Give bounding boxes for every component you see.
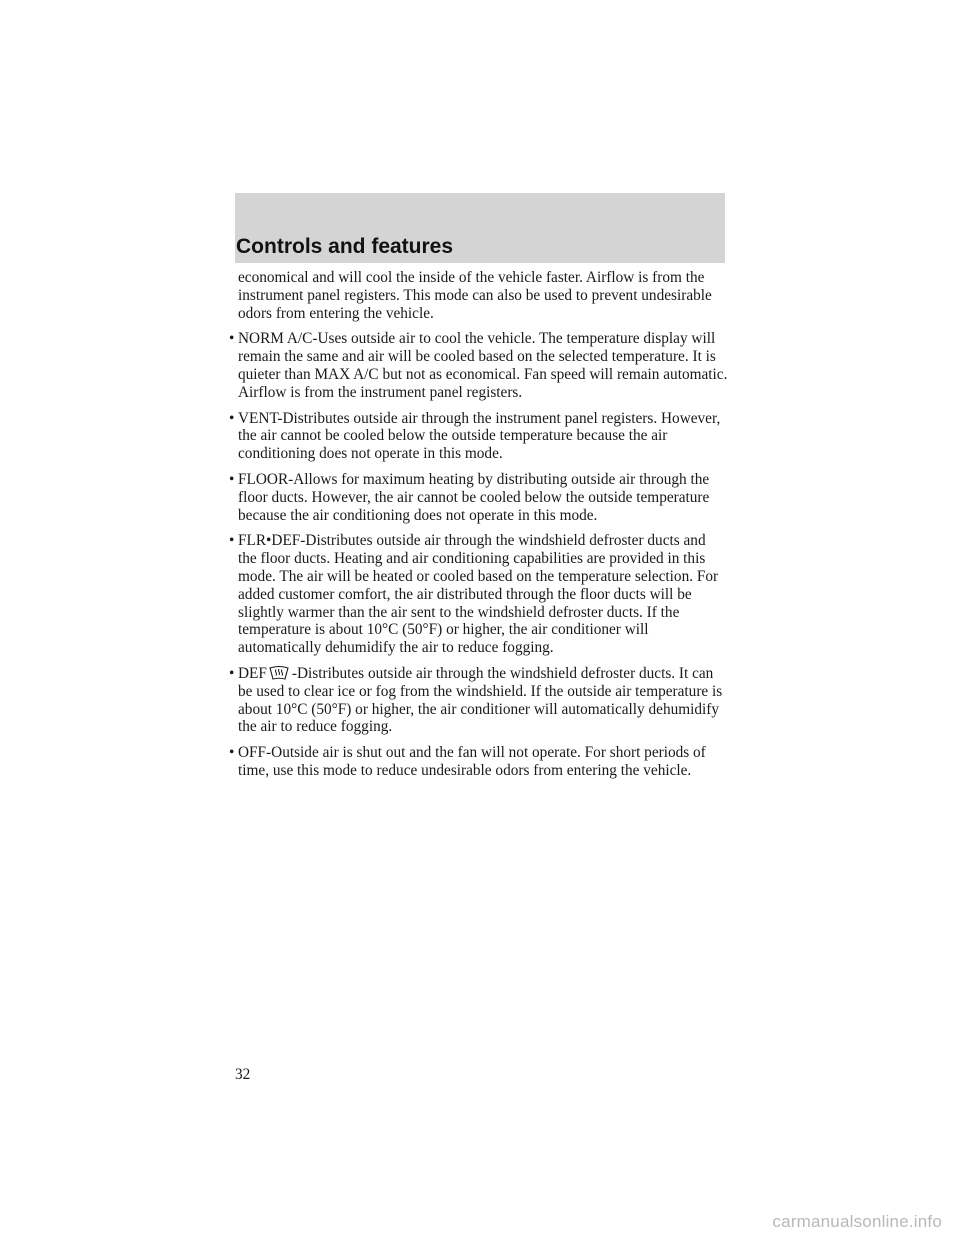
list-item-floor [229, 470, 728, 524]
list-item-def [229, 664, 728, 736]
list-item-norm-ac [229, 330, 728, 401]
list-item-text: OFF-Outside air is shut out and the fan will not operate. For short periods of time, use this mode to reduce undesirable odors from entering the vehicle. [238, 744, 706, 779]
section-title: Controls and features [236, 235, 454, 258]
list-item-vent [229, 409, 728, 463]
bullet: • [229, 744, 235, 762]
list-item-text: FLR•DEF-Distributes outside air through the windshield defroster ducts and the floor ducts. Heating and air conditioning capabilities are provided in this mode. The air will be heated or cooled based on the temperature selection. For added customer comfort, the air distributed through the floor ducts will be slightly warmer than the air sent to the windshield defroster ducts. If the temperature is about 10°C (50°F) or higher, the air conditioner will automatically dehumidify the air to reduce fogging. [238, 532, 719, 657]
list-item-off [229, 744, 728, 780]
bullet: • [229, 664, 235, 682]
watermark-text: carmanualsonline.info [772, 1212, 942, 1231]
manual-body-text [229, 269, 728, 788]
list-item-label: DEF [238, 664, 267, 682]
bullet: • [229, 409, 235, 427]
list-item-text: VENT-Distributes outside air through the instrument panel registers. However, the air cannot be cooled below the outside temperature because the air conditioning does not operate in this mode. [238, 409, 721, 463]
page-number: 32 [235, 1066, 251, 1083]
list-item-text: FLOOR-Allows for maximum heating by distributing outside air through the floor ducts. However, the air cannot be cooled below the outside temperature because the air conditioning does not operate in this mode. [238, 470, 710, 524]
list-item-flr-def [229, 532, 728, 657]
bullet: • [229, 532, 235, 550]
list-item-text: NORM A/C-Uses outside air to cool the vehicle. The temperature display will remain the same and air will be cooled based on the selected temperature. It is quieter than MAX A/C but not as economical. Fan speed will remain automatic. Airflow is from the instrument panel registers. [238, 330, 728, 401]
list-item-text: -Distributes outside air through the windshield defroster ducts. It can be used to clear ice or fog from the windshield. If the outside air temperature is about 10°C (50°F) or higher, the air conditioner will automatically dehumidify the air to reduce fogging. [238, 664, 723, 736]
intro-paragraph: economical and will cool the inside of the vehicle faster. Airflow is from the instrument panel registers. This mode can also be used to prevent undesirable odors from entering the vehicle. [238, 269, 712, 322]
windshield-defrost-icon [268, 665, 290, 681]
bullet: • [229, 470, 235, 488]
bullet: • [229, 330, 235, 348]
